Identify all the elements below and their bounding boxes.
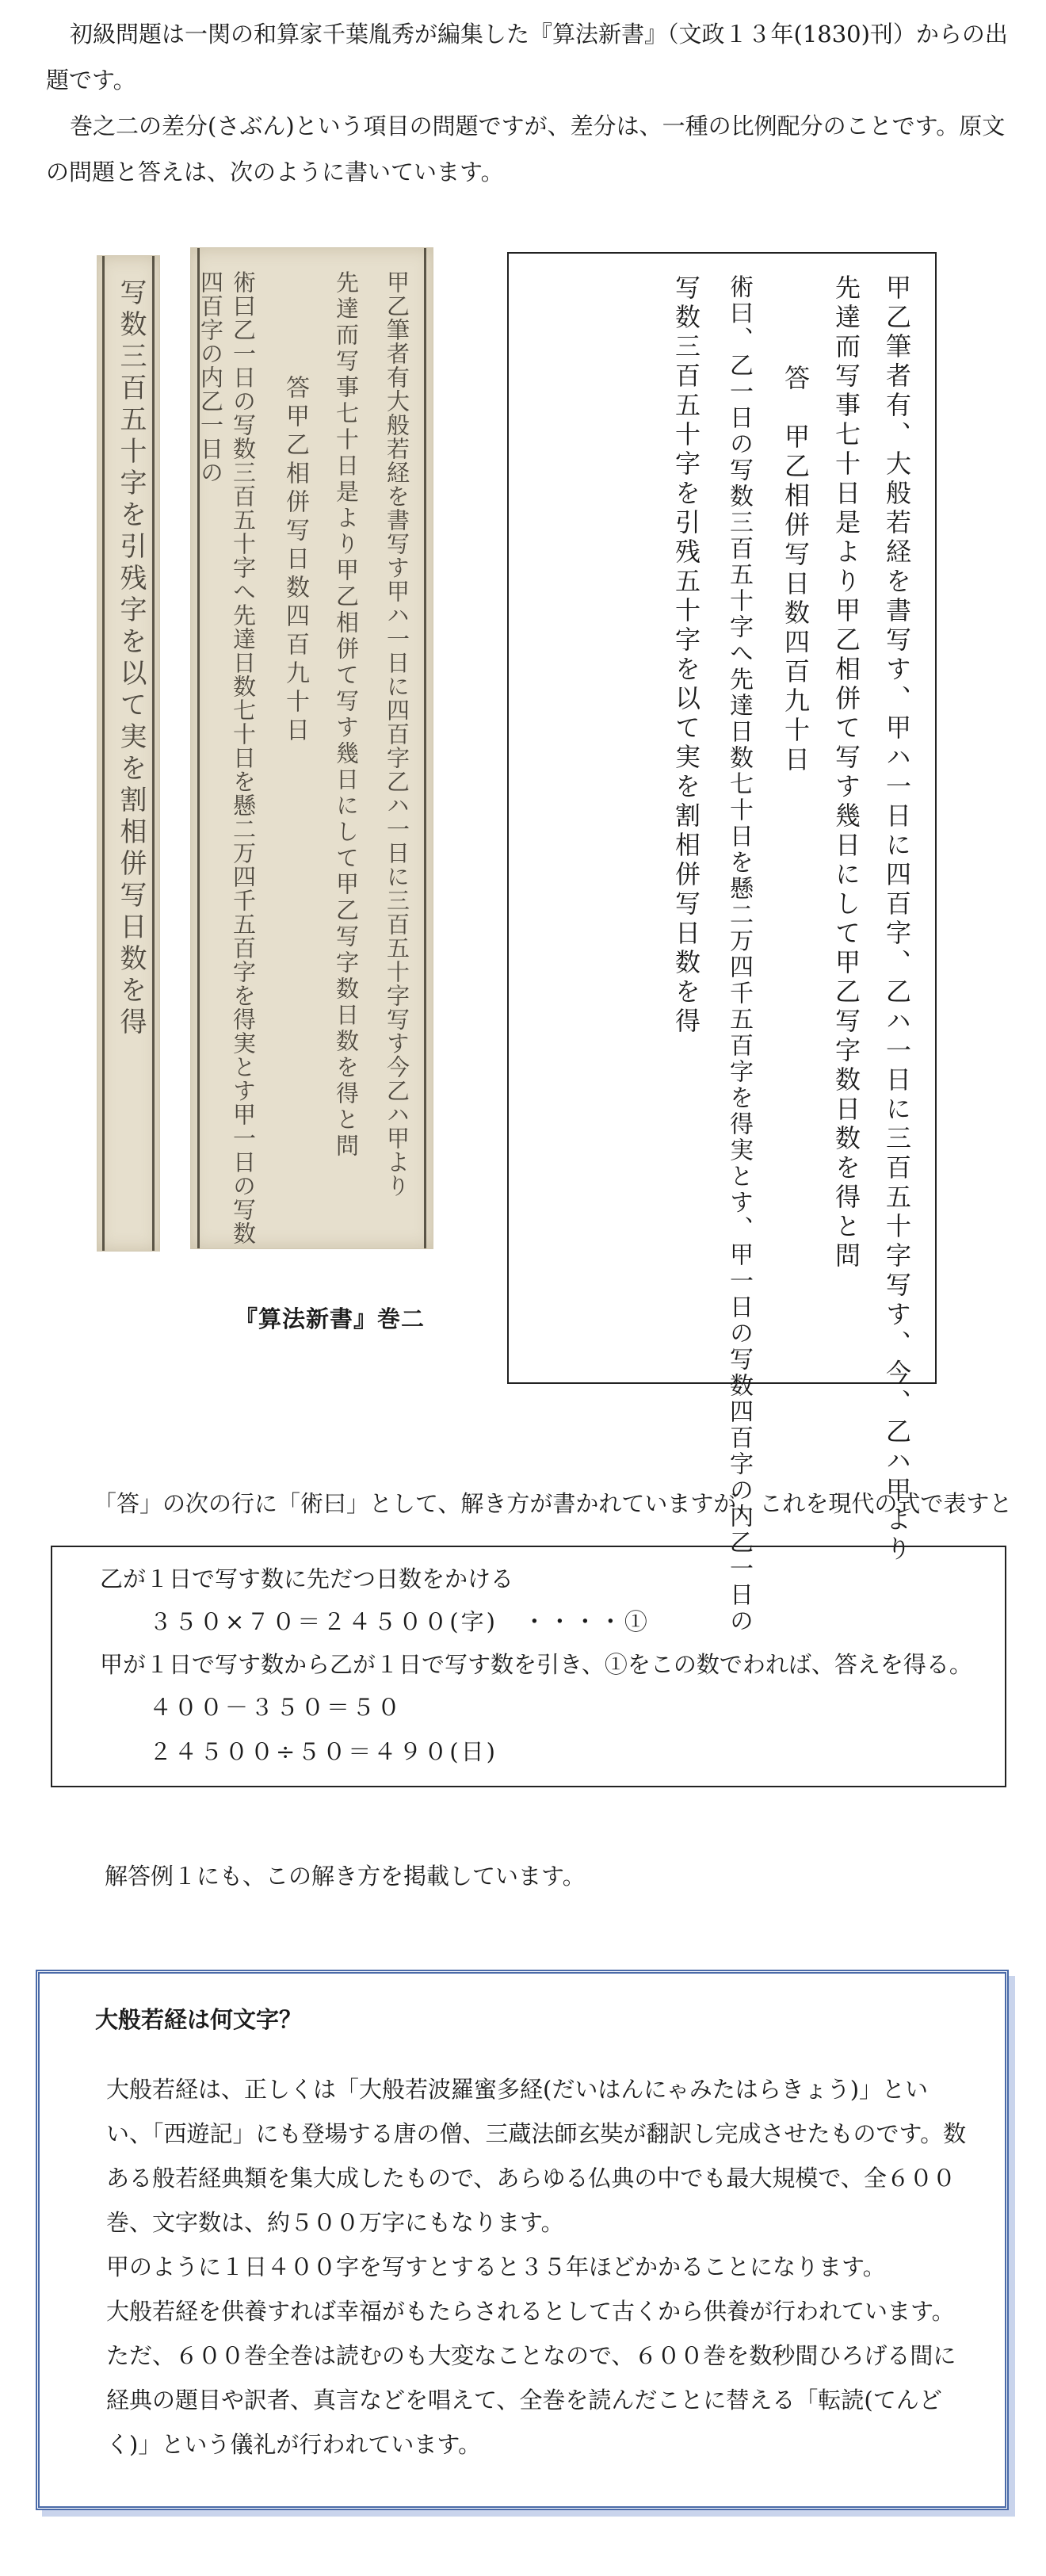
formula-equation: ２４５００÷５０＝４９０(日) [149,1738,498,1765]
info-paragraph: 大般若経を供養すれば幸福がもたらされるとして古くから供養が行われています。ただ、６００巻全巻は読むのも大変なことなので、６００巻を数秒間ひろげる間に経典の題目や訳者、真言などを唱えて、全巻を読んだことに替える「転読(てんどく)」という儀礼が行われています。 [106,2298,956,2458]
info-paragraph: 甲のように１日４００字を写すとすると３５年ほどかかることになります。 [106,2253,886,2280]
formula-equation: ４００－３５０＝５０ [149,1694,403,1721]
manuscript-scan-right [190,247,433,1249]
manuscript-column: 写数三百五十字を引残字を以て実を割相併写日数を得 [115,278,147,1039]
manuscript-scan-left [97,255,160,1252]
border-rule [102,256,105,1251]
transcription-line: 甲乙筆者有、大般若経を書写す、甲ハ一日に四百字、乙ハ一日に三百五十字写す、今、乙ハ甲より [882,274,912,1565]
border-rule [152,256,155,1251]
formula-box [51,1546,1006,1787]
manuscript-caption: 『算法新書』巻二 [235,1305,426,1332]
manuscript-column: 甲乙筆者有大般若経を書写す甲ハ一日に四百字乙ハ一日に三百五十字写す今乙ハ甲より [384,270,410,1198]
transcription-line: 先達而写事七十日是より甲乙相併て写す幾日にして甲乙写字数日数を得と問 [831,274,861,1271]
answer-note-paragraph: 解答例１にも、この解き方を掲載しています。 [105,1863,586,1890]
intro-paragraph-1: 初級問題は一関の和算家千葉胤秀が編集した『算法新書』（文政１３年(1830)刊）からの出題です。 [46,21,1008,94]
intro-paragraph-2: 巻之二の差分(さぶん)という項目の問題ですが、差分は、一種の比例配分のことです。原文の問題と答えは、次のように書いています。 [46,113,1006,185]
formula-equation: ３５０×７０＝２４５００(字) ・・・・① [149,1608,650,1635]
manuscript-column: 答甲乙相併写日数四百九十日 [281,375,309,746]
manuscript-column: 先達而写事七十日是より甲乙相併て写す幾日にして甲乙写字数日数を得と問 [333,270,360,1160]
transcription-line: 写数三百五十字を引残五十字を以て実を割相併写日数を得 [671,274,701,1037]
manuscript-column: 術曰乙一日の写数三百五十字へ先達日数七十日を懸二万四千五百字を得実とす甲一日の写数四百字の内乙一日の [197,270,257,1245]
transcription-line: 答 甲乙相併写日数四百九十日 [781,365,811,775]
info-box [36,1970,1009,2510]
transcription-line: 術曰、乙一日の写数三百五十字へ先達日数七十日を懸二万四千五百字を得実とす、甲一日の写数四百字の内乙一日の [725,274,753,1634]
transcription-box [507,252,937,1634]
formula-step-text: 甲が１日で写す数から乙が１日で写す数を引き、①をこの数でわれば、答えを得る。 [100,1651,972,1678]
info-paragraph: 大般若経は、正しくは「大般若波羅蜜多経(だいはんにゃみたはらきょう)」といい、「西遊記」にも登場する唐の僧、三蔵法師玄奘が翻訳し完成させたものです。数ある般若経典類を集大成したもので、あらゆる仏典の中でも最大規模で、全６００巻、文字数は、約５００万字にもなります。 [106,2076,967,2236]
info-body [95,2067,967,2467]
formula-step-text: 乙が１日で写す数に先だつ日数をかける [100,1565,514,1592]
explanation-paragraph: 「答」の次の行に「術曰」として、解き方が書かれていますが、これを現代の式で表すと [94,1490,1013,1517]
border-rule [424,248,426,1248]
info-title: 大般若経は何文字？ [95,2006,303,2033]
